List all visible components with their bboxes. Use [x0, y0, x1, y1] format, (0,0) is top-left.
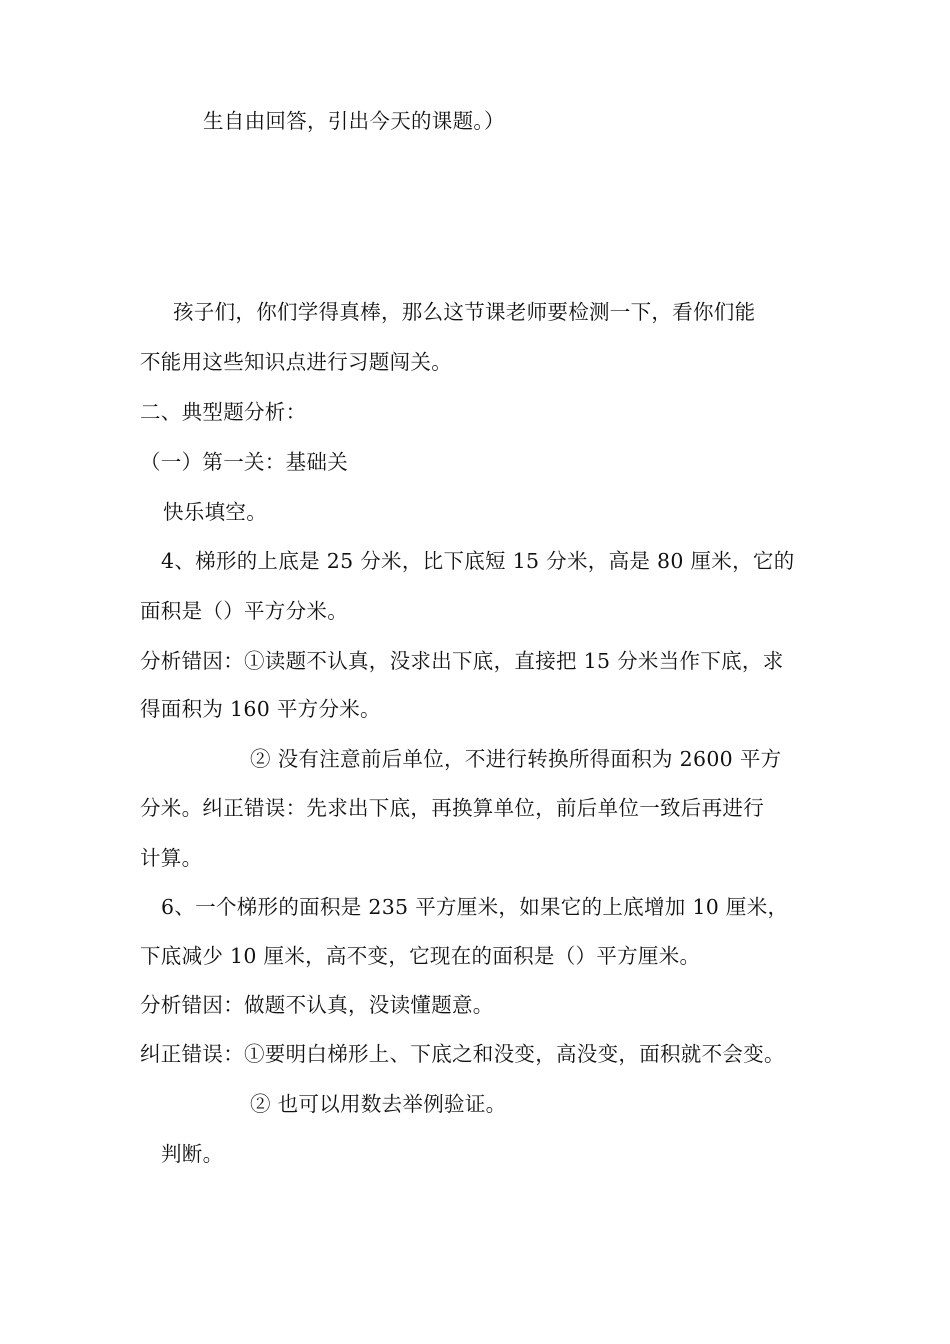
question-6-line-1: 6、一个梯形的面积是 235 平方厘米，如果它的上底增加 10 厘米，	[161, 895, 789, 919]
exercise-type-fill-blank: 快乐填空。	[163, 500, 267, 524]
correction-q6-point-1: 纠正错误：①要明白梯形上、下底之和没变，高没变，面积就不会变。	[140, 1042, 785, 1066]
question-4-line-1: 4、梯形的上底是 25 分米，比下底短 15 分米，高是 80 厘米，它的	[161, 549, 795, 573]
subsection-heading-level-one: （一）第一关：基础关	[140, 450, 348, 474]
correction-q4-line-2: 计算。	[140, 846, 203, 870]
exercise-type-judgment: 判断。	[161, 1142, 224, 1166]
paragraph-line-answer-intro: 生自由回答，引出今天的课题。）	[203, 109, 505, 133]
section-heading-typical-analysis: 二、典型题分析：	[140, 400, 307, 424]
error-analysis-q4-point-2: ② 没有注意前后单位，不进行转换所得面积为 2600 平方	[250, 747, 782, 771]
paragraph-line-teacher-praise: 孩子们，你们学得真棒，那么这节课老师要检测一下，看你们能	[173, 300, 756, 324]
correction-q4-line-1: 分米。纠正错误：先求出下底，再换算单位，前后单位一致后再进行	[140, 796, 764, 820]
error-analysis-q4-line-2: 得面积为 160 平方分米。	[140, 697, 381, 721]
error-analysis-q4-line-1: 分析错因：①读题不认真，没求出下底，直接把 15 分米当作下底，求	[140, 649, 784, 673]
paragraph-line-teacher-praise-2: 不能用这些知识点进行习题闯关。	[140, 350, 452, 374]
question-6-line-2: 下底减少 10 厘米，高不变，它现在的面积是（）平方厘米。	[140, 944, 701, 968]
error-analysis-q6: 分析错因：做题不认真，没读懂题意。	[140, 993, 494, 1017]
question-4-line-2: 面积是（）平方分米。	[140, 599, 348, 623]
correction-q6-point-2: ② 也可以用数去举例验证。	[250, 1092, 507, 1116]
